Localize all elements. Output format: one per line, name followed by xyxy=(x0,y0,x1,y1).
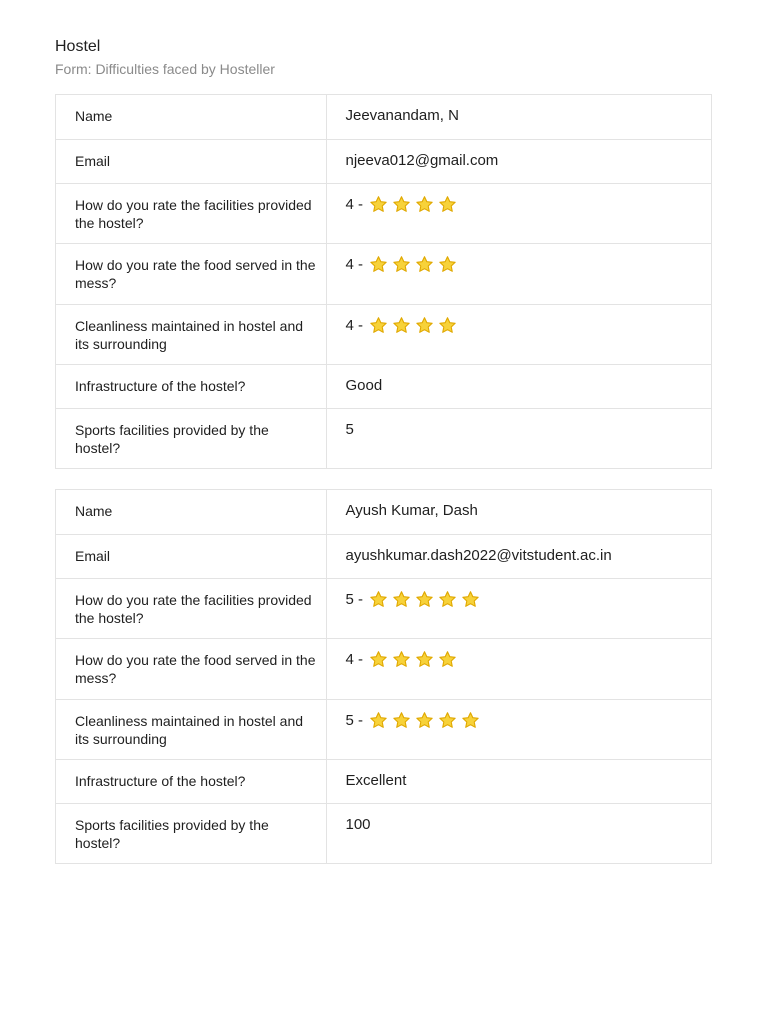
star-rating xyxy=(346,650,702,670)
response-row xyxy=(56,183,711,243)
response-row xyxy=(56,699,711,759)
answer-cell xyxy=(326,243,711,304)
question-label: Infrastructure of the hostel? xyxy=(56,364,326,408)
star-rating xyxy=(346,316,702,336)
rating-value: 4 - xyxy=(345,195,364,213)
response-row xyxy=(56,638,711,699)
question-label: Name xyxy=(56,490,326,534)
answer-cell xyxy=(326,759,711,803)
star-icon xyxy=(392,255,411,274)
answer-value: ayushkumar.dash2022@vitstudent.ac.in xyxy=(345,546,612,564)
question-label: Sports facilities provided by the hostel? xyxy=(56,803,326,863)
star-icon xyxy=(415,590,434,609)
question-label: Cleanliness maintained in hostel and its surrounding xyxy=(56,304,326,364)
star-rating xyxy=(346,195,702,215)
star-icon xyxy=(438,650,457,669)
star-icon xyxy=(369,590,388,609)
star-icon xyxy=(392,711,411,730)
star-icon xyxy=(461,711,480,730)
answer-value: njeeva012@gmail.com xyxy=(345,151,499,169)
response-row xyxy=(56,364,711,408)
response-row xyxy=(56,490,711,534)
response-table xyxy=(56,490,711,863)
response-card xyxy=(55,489,712,864)
response-row xyxy=(56,803,711,863)
rating-value: 4 - xyxy=(345,255,364,273)
star-icon xyxy=(438,711,457,730)
answer-value: Ayush Kumar, Dash xyxy=(345,502,478,519)
star-icon xyxy=(369,711,388,730)
star-icon xyxy=(369,195,388,214)
rating-value: 4 - xyxy=(345,316,364,334)
answer-cell xyxy=(326,638,711,699)
response-row xyxy=(56,243,711,304)
answer-value: 5 xyxy=(345,420,354,438)
answer-cell xyxy=(326,534,711,578)
answer-value: Good xyxy=(345,376,383,394)
answer-cell xyxy=(326,183,711,243)
star-icon xyxy=(415,255,434,274)
star-icon xyxy=(415,650,434,669)
question-label: Email xyxy=(56,139,326,183)
answer-value: Jeevanandam, N xyxy=(345,107,459,124)
page-title: Hostel xyxy=(55,38,101,55)
response-card xyxy=(55,94,712,469)
answer-cell xyxy=(326,578,711,638)
star-rating xyxy=(346,590,702,610)
star-icon xyxy=(369,316,388,335)
star-icon xyxy=(392,590,411,609)
rating-value: 5 - xyxy=(345,590,364,608)
response-table xyxy=(56,95,711,468)
star-icon xyxy=(392,195,411,214)
star-icon xyxy=(438,255,457,274)
answer-cell xyxy=(326,304,711,364)
star-icon xyxy=(392,316,411,335)
question-label: How do you rate the food served in the mess? xyxy=(56,243,326,304)
star-icon xyxy=(392,650,411,669)
question-label: How do you rate the food served in the mess? xyxy=(56,638,326,699)
question-label: How do you rate the facilities provided the hostel? xyxy=(56,183,326,243)
form-subtitle: Form: Difficulties faced by Hosteller xyxy=(55,61,275,77)
star-icon xyxy=(415,195,434,214)
star-icon xyxy=(369,650,388,669)
answer-value: Excellent xyxy=(345,771,407,789)
question-label: Name xyxy=(56,95,326,139)
answer-cell xyxy=(326,803,711,863)
question-label: Email xyxy=(56,534,326,578)
answer-cell xyxy=(326,95,711,139)
response-row xyxy=(56,304,711,364)
question-label: Infrastructure of the hostel? xyxy=(56,759,326,803)
answer-cell xyxy=(326,490,711,534)
star-icon xyxy=(415,711,434,730)
star-icon xyxy=(438,316,457,335)
answer-value: 100 xyxy=(345,815,371,833)
rating-value: 5 - xyxy=(345,711,364,729)
star-icon xyxy=(369,255,388,274)
page-header xyxy=(55,36,275,79)
star-rating xyxy=(346,711,702,731)
response-row xyxy=(56,759,711,803)
response-row xyxy=(56,534,711,578)
star-rating xyxy=(346,255,702,275)
response-row xyxy=(56,95,711,139)
question-label: Cleanliness maintained in hostel and its surrounding xyxy=(56,699,326,759)
response-row xyxy=(56,408,711,468)
answer-cell xyxy=(326,699,711,759)
star-icon xyxy=(438,195,457,214)
rating-value: 4 - xyxy=(345,650,364,668)
star-icon xyxy=(438,590,457,609)
star-icon xyxy=(415,316,434,335)
response-row xyxy=(56,139,711,183)
question-label: Sports facilities provided by the hostel? xyxy=(56,408,326,468)
answer-cell xyxy=(326,364,711,408)
star-icon xyxy=(461,590,480,609)
response-row xyxy=(56,578,711,638)
question-label: How do you rate the facilities provided the hostel? xyxy=(56,578,326,638)
answer-cell xyxy=(326,408,711,468)
answer-cell xyxy=(326,139,711,183)
